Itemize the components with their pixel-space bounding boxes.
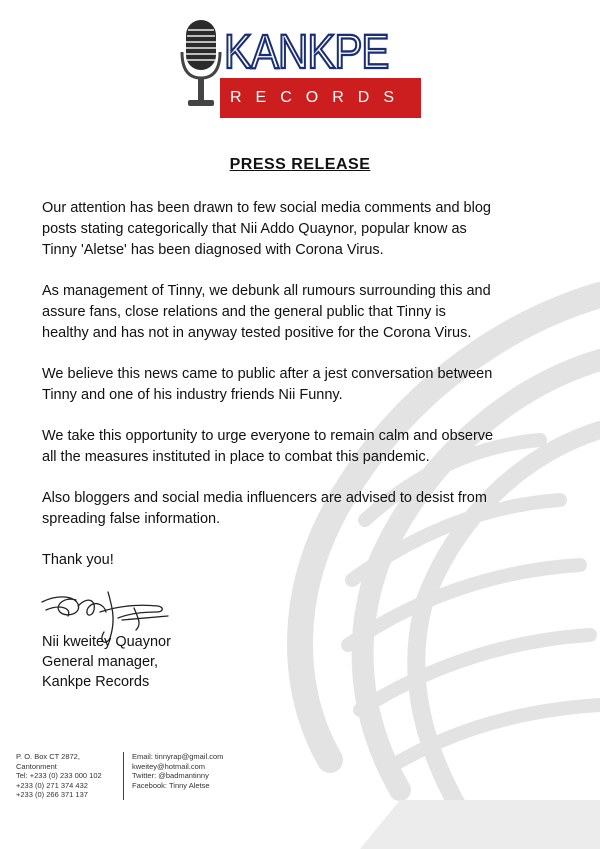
signatory-block <box>42 632 171 692</box>
footer-divider <box>123 752 124 800</box>
signatory-organization: Kankpe Records <box>42 674 150 690</box>
page-title: PRESS RELEASE <box>229 156 371 173</box>
logo-wordmark: KANKPE <box>224 24 389 79</box>
footer-address: P. O. Box CT 2872, Cantonment Tel: +233 (0) 233 000 102 +233 (0) 271 374 432 +233 (0) 266 371 137 <box>16 752 102 799</box>
paragraph: We take this opportunity to urge everyone to remain calm and observe all the measures instituted in place to combat this pandemic. <box>42 428 494 465</box>
press-release-body <box>42 198 562 591</box>
paragraph: Our attention has been drawn to few social media comments and blog posts stating categorically that Nii Addo Quaynor, popular know as Tinny 'Aletse' has been diagnosed with Corona Virus. <box>42 200 491 258</box>
paragraph: We believe this news came to public after a jest conversation between Tinny and one of his industry friends Nii Funny. <box>42 366 493 403</box>
signatory-role: General manager, <box>42 654 159 670</box>
signatory-name: Nii kweitey Quaynor <box>42 634 171 650</box>
closing-line: Thank you! <box>42 552 114 568</box>
kankpe-records-logo <box>176 16 426 112</box>
footer-contacts: Email: tinnyrap@gmail.com kweitey@hotmail.com Twitter: @badmantinny Facebook: Tinny Aletse <box>132 752 224 790</box>
logo-subtitle-bar: RECORDS <box>220 78 421 118</box>
paragraph: As management of Tinny, we debunk all rumours surrounding this and assure fans, close relations and the general public that Tinny is healthy and has not in anyway tested positive for the Corona Virus. <box>42 283 491 341</box>
paragraph: Also bloggers and social media influencers are advised to desist from spreading false information. <box>42 490 487 527</box>
